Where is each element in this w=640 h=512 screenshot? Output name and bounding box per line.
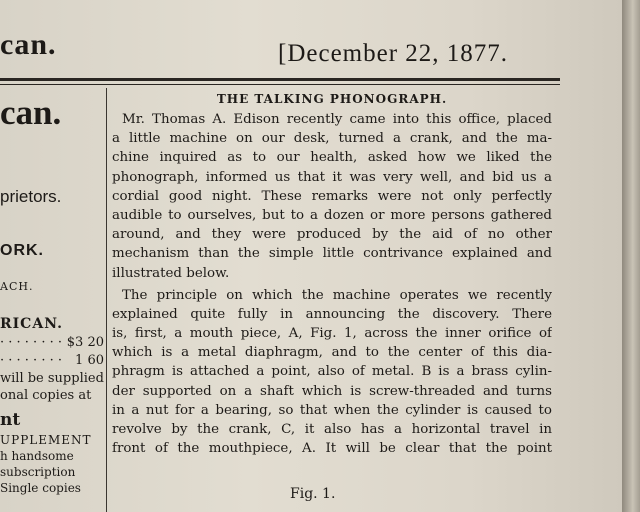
price-row	[0, 335, 104, 350]
text-line: front of the mouthpiece, A. It will be clear that the point	[112, 441, 552, 457]
text-line: around, and they were produced by the aid of no other	[112, 227, 552, 243]
price-dots: · · · · · · · ·	[0, 335, 62, 350]
left-york: ORK.	[0, 242, 44, 259]
left-line: h handsome	[0, 449, 74, 463]
article-title: THE TALKING PHONOGRAPH.	[216, 92, 448, 106]
text-line: in a nut for a bearing, so that when the cylinder is caused to	[112, 402, 552, 418]
left-each: ACH.	[0, 280, 34, 293]
text-line: mechanism than the simple little contrivance explained and	[112, 246, 552, 262]
page-edge	[622, 0, 640, 512]
left-line: subscription	[0, 465, 76, 479]
text-line: Mr. Thomas A. Edison recently came into this office, placed	[122, 112, 552, 127]
column-divider	[106, 88, 107, 512]
article-paragraph-1	[112, 110, 552, 283]
left-proprietors: prietors.	[0, 187, 62, 206]
text-line: der supported on a shaft which is screw-threaded and turns	[112, 383, 552, 399]
price-row	[0, 353, 104, 368]
masthead-date: [December 22, 1877.	[278, 40, 509, 67]
text-line: The principle on which the machine operates we recently	[122, 287, 552, 303]
left-line: onal copies at	[0, 388, 92, 403]
text-line: chine inquired as to our health, asked how we liked the	[112, 150, 552, 166]
price-amount: 1 60	[75, 353, 104, 368]
text-line: explained quite fully in announcing the discovery. There	[112, 306, 552, 322]
text-line: which is a metal diaphragm, and to the center of this dia-	[112, 345, 552, 361]
text-line: phonograph, informed us that it was very well, and bid us a	[112, 169, 552, 185]
text-line: revolve by the crank, C, it also has a horizontal travel in	[112, 422, 552, 437]
price-amount: $3 20	[66, 335, 104, 350]
text-line: cordial good night. These remarks were not only perfectly	[112, 188, 552, 204]
text-line: is, first, a mouth piece, A, Fig. 1, across the inner orifice of	[112, 326, 552, 342]
masthead-title-fragment: can.	[0, 28, 57, 61]
left-title-fragment: can.	[0, 93, 62, 132]
left-supplement: UPPLEMENT	[0, 433, 92, 447]
figure-caption: Fig. 1.	[290, 486, 336, 502]
price-dots: · · · · · · · ·	[0, 353, 62, 368]
text-line: phragm is attached a point, also of metal. B is a brass cylin-	[112, 364, 552, 380]
left-heading-fragment: nt	[0, 410, 21, 430]
article	[112, 92, 552, 458]
article-paragraph-2	[112, 286, 552, 459]
text-line: audible to ourselves, but to a dozen or more persons gathered	[112, 207, 552, 223]
left-line: will be supplied	[0, 371, 104, 386]
masthead-rule-thin	[0, 84, 560, 85]
left-line: Single copies	[0, 481, 81, 495]
text-line: a little machine on our desk, turned a crank, and the ma-	[112, 131, 552, 147]
masthead-rule	[0, 78, 560, 81]
left-rican: RICAN.	[0, 316, 63, 332]
text-line: illustrated below.	[112, 265, 230, 281]
